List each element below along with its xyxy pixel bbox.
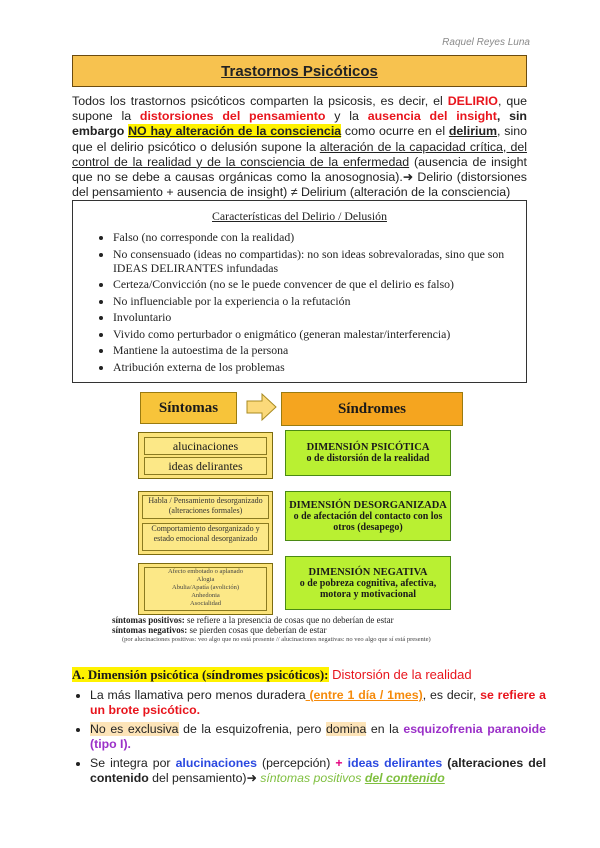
b2-paranoide: esquizofrenia paranoide (tipo I). xyxy=(90,722,546,751)
intro-text: , que supone la xyxy=(72,94,527,124)
list-item: • Involuntario xyxy=(113,310,518,324)
intro-no-hay: NO hay alteración de la consciencia xyxy=(128,124,342,139)
b1-text: , es decir, xyxy=(422,688,481,702)
legend-note: (por alucinaciones positivas: veo algo que no está presente // alucinaciones negativas: no veo algo que sí está presente) xyxy=(122,636,431,643)
dimension-title: DIMENSIÓN PSICÓTICA xyxy=(306,442,430,453)
legend-pos-label: síntomas positivos: xyxy=(112,615,185,625)
legend-pos-text: se refiere a la presencia de cosas que no deberían de estar xyxy=(184,615,394,625)
sindromes-header: Síndromes xyxy=(281,392,463,426)
b3-positivos: síntomas positivos xyxy=(260,770,365,785)
intro-paragraph xyxy=(72,94,527,200)
section-a-subtitle: Distorsión de la realidad xyxy=(328,667,472,682)
delusion-characteristics-box xyxy=(72,200,527,383)
intro-distorsiones: distorsiones del pensamiento xyxy=(139,109,326,124)
intro-text: como ocurre en el xyxy=(341,124,449,139)
b3-plus: + xyxy=(335,756,343,770)
symptom-anhedonia: Anhedonia xyxy=(191,592,220,599)
b3-text: Se integra por xyxy=(90,756,176,770)
b3-text: (percepción) xyxy=(256,756,336,770)
positive-symptoms-group xyxy=(138,432,273,479)
b2-text: en la xyxy=(366,722,404,736)
symptom-ideas-delirantes: ideas delirantes xyxy=(144,457,267,475)
section-a-heading xyxy=(72,667,532,683)
dimension-psicotica xyxy=(285,430,451,476)
b2-domina: domina xyxy=(325,722,367,736)
section-a-list xyxy=(72,688,546,790)
intro-ausencia: ausencia del insight xyxy=(367,109,497,124)
legend-neg-label: síntomas negativos: xyxy=(112,625,188,635)
list-item: • Falso (no corresponde con la realidad) xyxy=(113,230,518,244)
negative-symptoms-list xyxy=(144,567,267,611)
b2-text: de la esquizofrenia, pero xyxy=(178,722,326,736)
b3-text: (alteraciones del xyxy=(442,756,546,770)
symptom-afecto-embotado: Afecto embotado o aplanado xyxy=(168,568,243,575)
symptom-abulia: Abulia/Apatía (avolición) xyxy=(172,584,239,591)
symptom-alucinaciones: alucinaciones xyxy=(144,437,267,455)
list-item: • No consensuado (ideas no compartidas): no son ideas sobrevaloradas, sino que son IDEAS DELIRANTES infundadas xyxy=(113,247,518,275)
b3-del-contenido: del contenido xyxy=(364,770,445,785)
dimension-subtitle: o de afectación del contacto con los otros (desapego) xyxy=(293,510,443,533)
list-item: • Atribución externa de los problemas xyxy=(113,360,518,374)
b1-text: La más llamativa pero menos duradera xyxy=(90,688,306,702)
list-item: • Mantiene la autoestima de la persona xyxy=(113,343,518,357)
delusion-box-heading: Características del Delirio / Delusión xyxy=(212,209,387,223)
section-a-title: A. Dimensión psicótica (síndromes psicóticos): xyxy=(72,667,329,682)
legend-neg-text: se pierden cosas que deberían de estar xyxy=(187,625,327,635)
sintomas-header: Síntomas xyxy=(140,392,237,424)
symptoms-syndromes-diagram xyxy=(0,388,600,653)
delusion-list xyxy=(73,230,526,374)
b3-contenido: contenido xyxy=(90,770,149,785)
diagram-legend xyxy=(112,615,431,645)
list-item: • No influenciable por la experiencia o la refutación xyxy=(113,294,518,308)
b2-text: No es exclusiva xyxy=(90,722,179,736)
intro-alteracion: alteración de la capacidad crítica, del control de la realidad y de la consciencia de la enfermedad xyxy=(72,139,527,169)
list-item: • Certeza/Convicción (no se le puede convencer de que el delirio es falso) xyxy=(113,277,518,291)
symptom-asocialidad: Asocialidad xyxy=(189,600,222,607)
list-item xyxy=(90,756,546,785)
b3-alucinaciones: alucinaciones xyxy=(175,756,257,770)
symptom-alogia: Alogia xyxy=(196,576,215,583)
dimension-subtitle: o de pobreza cognitiva, afectiva, motora y motivacional xyxy=(299,577,437,600)
negative-symptoms-group xyxy=(138,563,273,615)
dimension-negativa xyxy=(285,556,451,610)
dimension-subtitle: o de distorsión de la realidad xyxy=(306,453,430,464)
intro-text: (ausencia de insight que no se debe a causas orgánicas como la anosognosia).➜ Delirio (distorsiones del pensamiento + ausencia de insight) ≠ Delirium (alteración de la consciencia) xyxy=(72,154,527,200)
b3-ideas: ideas delirantes xyxy=(342,756,443,770)
b3-text: del pensamiento)➜ xyxy=(148,770,261,785)
intro-text: y la xyxy=(325,109,368,124)
author-name: Raquel Reyes Luna xyxy=(442,37,530,48)
list-item xyxy=(90,722,546,751)
page-title-box xyxy=(72,55,527,87)
b1-brote: se refiere a un brote psicótico. xyxy=(90,688,546,717)
intro-text: Todos los trastornos psicóticos comparten la psicosis, es decir, el xyxy=(72,94,448,108)
list-item: • Vivido como perturbador o enigmático (generan malestar/interferencia) xyxy=(113,327,518,341)
symptom-habla-desorganizada: Habla / Pensamiento desorganizado (alteraciones formales) xyxy=(142,495,269,519)
intro-delirium: delirium xyxy=(448,124,498,139)
b1-duration: (entre 1 día / 1mes) xyxy=(305,688,423,702)
intro-text: , sin embargo xyxy=(72,109,527,139)
list-item xyxy=(90,688,546,717)
disorganized-symptoms-group xyxy=(138,491,273,555)
intro-text: , sino que el delirio psicótico o delusión supone la xyxy=(72,124,527,154)
dimension-title: DIMENSIÓN DESORGANIZADA xyxy=(289,499,447,511)
page-title: Trastornos Psicóticos xyxy=(221,62,378,80)
arrow-right-icon xyxy=(246,392,278,422)
symptom-comportamiento-desorganizado: Comportamiento desorganizado y estado emocional desorganizado xyxy=(142,523,269,551)
dimension-desorganizada xyxy=(285,491,451,541)
intro-delirio: DELIRIO xyxy=(447,94,498,108)
dimension-title: DIMENSIÓN NEGATIVA xyxy=(308,566,428,578)
